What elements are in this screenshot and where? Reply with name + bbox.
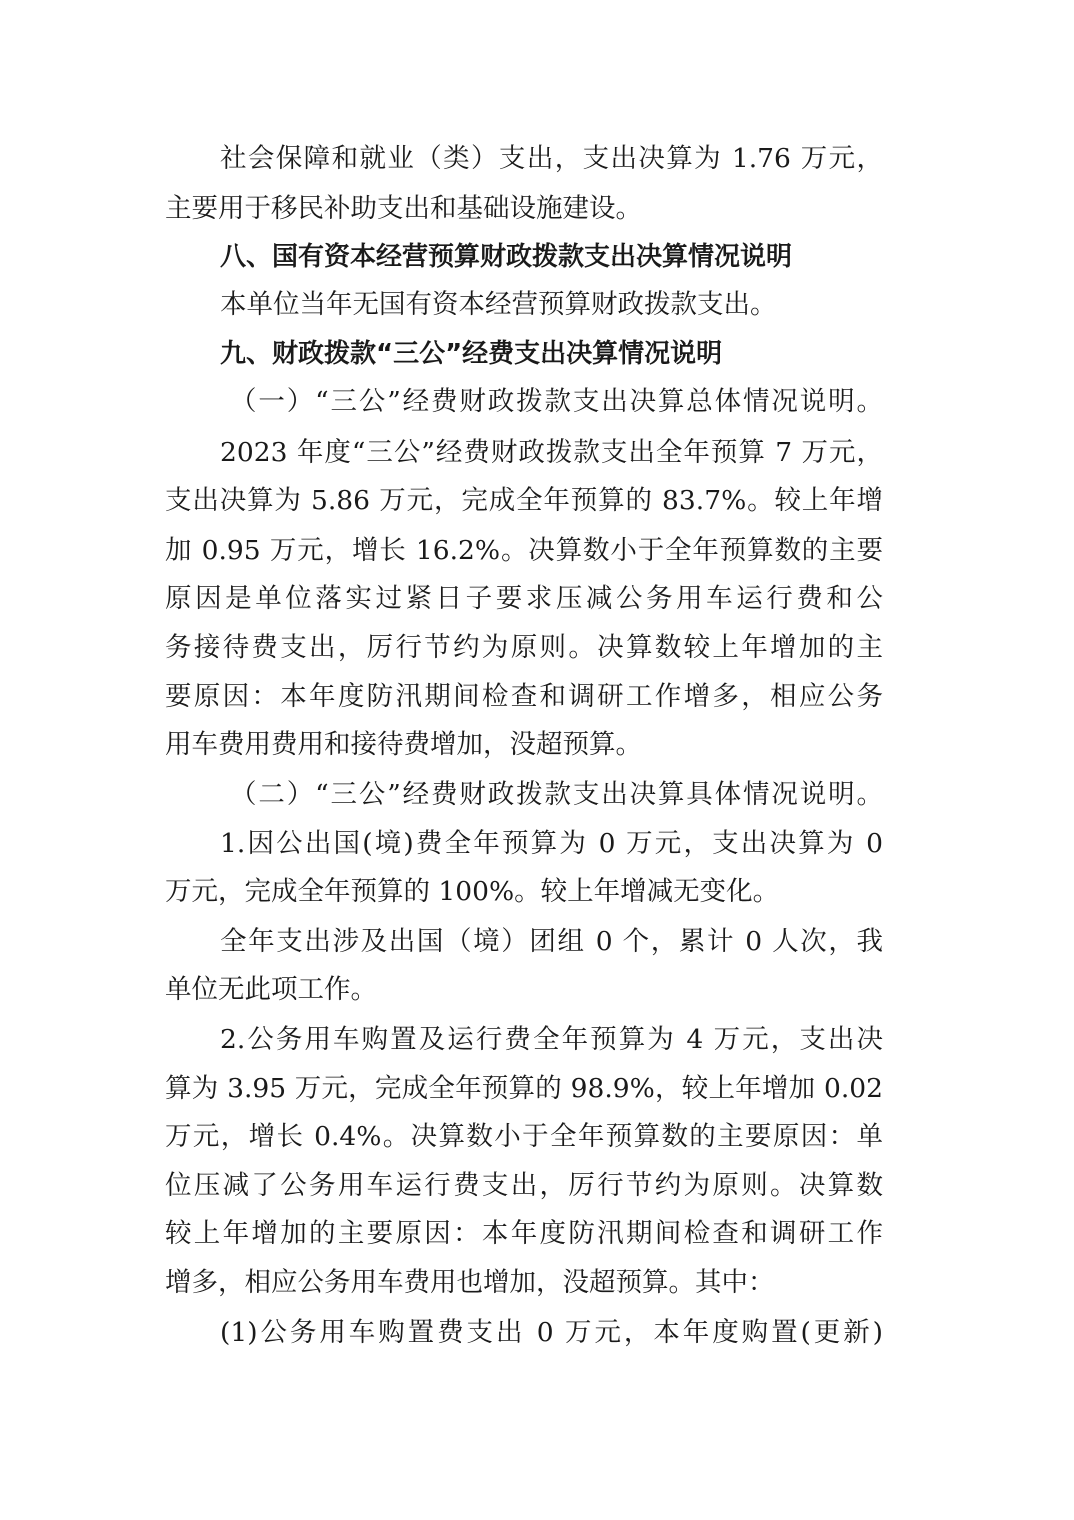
section-heading: 八、国有资本经营预算财政拨款支出决算情况说明 (220, 242, 793, 272)
body-line: 主要用于移民补助支出和基础设施建设。 (165, 193, 642, 224)
body-line: 社会保障和就业（类）支出，支出决算为 1.76 万元， (220, 143, 883, 174)
body-line: 算为 3.95 万元，完成全年预算的 98.9%，较上年增加 0.02 (165, 1073, 883, 1104)
body-line: 增多，相应公务用车费用也增加，没超预算。其中： (165, 1267, 775, 1298)
body-line: 加 0.95 万元，增长 16.2%。决算数小于全年预算数的主要 (165, 535, 883, 566)
subsection-heading: （二）“三公”经费财政拨款支出决算具体情况说明。 (230, 779, 883, 810)
body-line: 2.公务用车购置及运行费全年预算为 4 万元，支出决 (220, 1024, 883, 1055)
body-line: 2023 年度“三公”经费财政拨款支出全年预算 7 万元， (220, 437, 883, 468)
subsection-heading: （一）“三公”经费财政拨款支出决算总体情况说明。 (230, 386, 883, 417)
body-line: 万元，增长 0.4%。决算数小于全年预算数的主要原因：单 (165, 1121, 883, 1152)
body-line: 务接待费支出，厉行节约为原则。决算数较上年增加的主 (165, 632, 883, 663)
body-line: 要原因：本年度防汛期间检查和调研工作增多，相应公务 (165, 681, 883, 712)
body-line: 用车费用费用和接待费增加，没超预算。 (165, 729, 642, 760)
body-line: 位压减了公务用车运行费支出，厉行节约为原则。决算数 (165, 1170, 883, 1201)
body-line: 万元，完成全年预算的 100%。较上年增减无变化。 (165, 876, 780, 907)
body-line: 原因是单位落实过紧日子要求压减公务用车运行费和公 (165, 583, 883, 614)
body-line: (1)公务用车购置费支出 0 万元，本年度购置(更新) (220, 1317, 883, 1348)
body-line: 单位无此项工作。 (165, 974, 377, 1005)
body-line: 本单位当年无国有资本经营预算财政拨款支出。 (220, 289, 777, 320)
section-heading: 九、财政拨款“三公”经费支出决算情况说明 (220, 339, 723, 369)
body-line: 支出决算为 5.86 万元，完成全年预算的 83.7%。较上年增 (165, 485, 883, 516)
body-line: 1.因公出国(境)费全年预算为 0 万元，支出决算为 0 (220, 828, 883, 859)
body-line: 全年支出涉及出国（境）团组 0 个，累计 0 人次，我 (220, 926, 883, 957)
body-line: 较上年增加的主要原因：本年度防汛期间检查和调研工作 (165, 1218, 883, 1249)
